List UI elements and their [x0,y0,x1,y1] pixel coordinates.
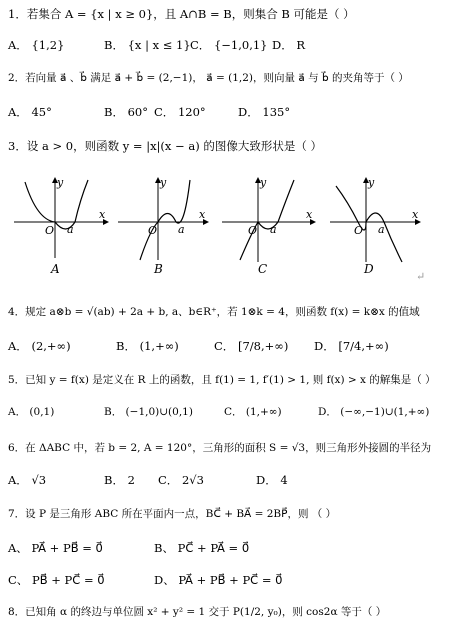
graph-a-caption: A [51,262,60,276]
graph-d-a-label: a [378,223,385,236]
question-7-stem: 7．设 P 是三角形 ABC 所在平面内一点，BC⃗ + BA⃗ = 2BP⃗，则 （ ） [8,508,337,520]
q1-option-d: D． R [272,38,306,52]
question-6-stem: 6．在 ΔABC 中，若 b = 2, A = 120°，三角形的面积 S = √3，则三角形外接圆的半径为 [8,442,432,454]
q2-option-c: C． 120° [154,105,206,119]
q4-option-a: A． (2,+∞) [8,339,71,353]
q7-option-b: B、 PC⃗ + PA⃗ = 0⃗ [154,541,250,555]
graph-d-caption: D [364,262,374,276]
graph-c-origin-label: O [248,224,258,237]
q2-option-d: D． 135° [238,105,291,119]
graph-a-a-label: a [67,223,74,236]
q2-option-a: A． 45° [8,105,52,119]
graph-c-a-label: a [270,223,277,236]
graph-c [222,176,315,262]
graph-a-x-label: x [99,208,106,221]
return-mark-icon: ↵ [416,270,426,283]
q5-option-c: C． (1,+∞) [224,406,282,418]
graph-d-origin-label: O [354,224,364,237]
q4-option-d: D． [7/4,+∞) [314,339,389,353]
graph-d [330,176,420,262]
q5-option-b: B． (−1,0)∪(0,1) [104,406,193,418]
question-3-stem: 3．设 a > 0，则函数 y = |x|(x − a) 的图像大致形状是（ ） [8,139,322,153]
function-graphs [0,170,458,290]
q6-option-d: D． 4 [256,473,288,487]
graph-b-x-label: x [199,208,206,221]
q7-option-c: C、 PB⃗ + PC⃗ = 0⃗ [8,573,105,587]
question-2-stem: 2．若向量 a⃗ 、b⃗ 满足 a⃗ + b⃗ = (2,−1)， a⃗ = (1,2)，则向量 a⃗ 与 b⃗ 的夹角等于（ ） [8,72,409,84]
q1-option-c: C． {−1,0,1} [190,38,268,52]
graph-a-y-label: y [57,176,64,189]
q7-option-a: A、 PA⃗ + PB⃗ = 0⃗ [8,541,103,555]
graph-b-a-label: a [178,223,185,236]
question-1-stem: 1．若集合 A = {x | x ≥ 0}，且 A∩B = B，则集合 B 可能是（ ） [8,7,355,21]
q6-option-a: A． √3 [8,473,47,487]
q7-option-d: D、 PA⃗ + PB⃗ + PC⃗ = 0⃗ [154,573,283,587]
graph-b-origin-label: O [148,224,158,237]
graph-b-y-label: y [160,176,167,189]
q4-option-c: C． [7/8,+∞) [214,339,289,353]
question-8-stem: 8．已知角 α 的终边与单位圆 x² + y² = 1 交于 P(1/2, y₀)，则 cos2α 等于（ ） [8,606,387,618]
q6-option-b: B． 2 [104,473,135,487]
q5-option-d: D． (−∞,−1)∪(1,+∞) [318,406,430,418]
graph-a-origin-label: O [45,224,55,237]
graph-d-x-label: x [412,208,419,221]
q1-option-b: B． {x | x ≤ 1} [104,38,191,52]
graph-c-y-label: y [260,176,267,189]
graph-c-x-label: x [306,208,313,221]
question-4-stem: 4．规定 a⊗b = √(ab) + 2a + b, a、b∈R⁺，若 1⊗k = 4，则函数 f(x) = k⊗x 的值域 [8,306,420,318]
graph-b-caption: B [154,262,163,276]
graph-b [118,176,208,260]
q4-option-b: B． (1,+∞) [116,339,179,353]
q2-option-b: B． 60° [104,105,148,119]
graph-a [14,176,108,258]
q6-option-c: C． 2√3 [158,473,204,487]
graph-c-caption: C [258,262,268,276]
q1-option-a: A． {1,2} [8,38,65,52]
q5-option-a: A． (0,1) [8,406,55,418]
graph-d-y-label: y [368,176,375,189]
question-5-stem: 5．已知 y = f(x) 是定义在 R 上的函数，且 f(1) = 1, f′(1) > 1, 则 f(x) > x 的解集是（ ） [8,374,436,386]
